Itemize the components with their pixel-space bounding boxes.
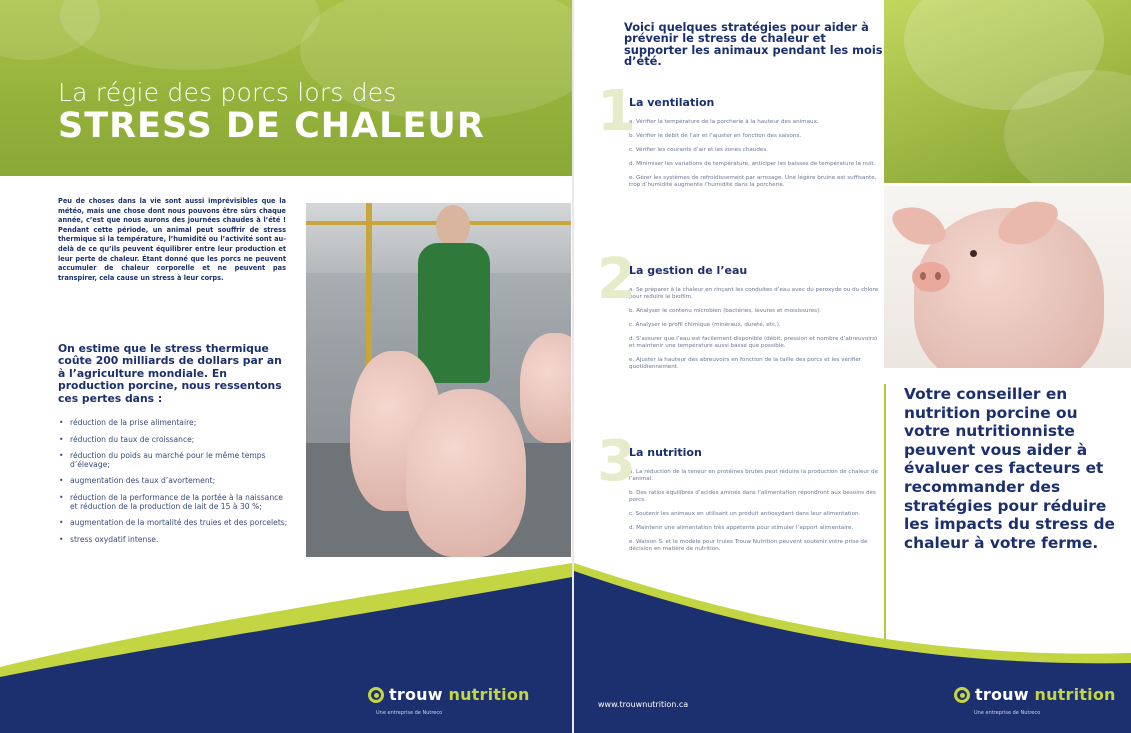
logo-mark-icon: [954, 687, 970, 703]
title-line1: La régie des porcs lors des: [58, 78, 397, 107]
brand-name-part2: nutrition: [1034, 685, 1116, 704]
list-item: d. S’assurer que l’eau est facilement disponible (débit, pression et nombre d’abreuvoirs) et maintenir une température aussi basse que possible.: [629, 336, 878, 349]
section-list: [629, 119, 879, 189]
hero-banner: [0, 0, 572, 176]
list-item: • réduction de la performance de la portée à la naissance et réduction de la production de lait de 15 à 30 %;: [58, 494, 290, 511]
brand-tagline: Une entreprise de Nutreco: [376, 710, 443, 716]
section-ventilation: [597, 79, 879, 196]
brand-logo: [954, 685, 1116, 704]
list-item: • augmentation des taux d’avortement;: [58, 477, 290, 486]
list-item: a. Se préparer à la chaleur en rinçant les conduites d’eau avec du peroxyde ou du chlore pour réduire le biofilm.: [629, 287, 879, 300]
brand-name-part2: nutrition: [448, 685, 530, 704]
list-item: c. Soutenir les animaux en utilisant un produit antioxydant dans leur alimentation.: [629, 511, 861, 517]
cost-highlight: On estime que le stress thermique coûte 200 milliards de dollars par an à l’agriculture mondiale. En production porcine, nous ressentons ces pertes dans :: [58, 342, 282, 405]
intro-paragraph: Peu de choses dans la vie sont aussi imprévisibles que la météo, mais une chose dont nous pouvons être sûrs chaque année, c’est que nous aurons des journées chaudes à l’été ! Pendant cette période, un animal peut souffrir de stress thermique si la température, l’humidité ou l’activité sont au-delà de ce qu’ils peuvent équilibrer entre leur production et leur perte de chaleur. Étant donné que les porcs ne peuvent accumuler de chaleur corporelle et ne peuvent pas transpirer, cela cause un stress à leur corps.: [58, 197, 286, 282]
section-title: La gestion de l’eau: [629, 264, 748, 277]
list-item: d. Minimiser les variations de température, anticiper les baisses de température la nuit.: [629, 161, 876, 167]
list-item: e. Ajuster la hauteur des abreuvoirs en fonction de la taille des porcs et les vérifier quotidiennement.: [629, 357, 862, 370]
list-item: c. Vérifier les courants d’air et les zones chaudes.: [629, 147, 769, 153]
list-item: d. Maintenir une alimentation très appétente pour stimuler l’apport alimentaire.: [629, 525, 854, 531]
pig-right: [520, 333, 571, 443]
list-item: b. Vérifier le débit de l’air et l’ajuster en fonction des saisons.: [629, 133, 802, 139]
footer-wave: [0, 563, 572, 733]
list-item: • réduction du poids au marché pour le même temps d’élevage;: [58, 452, 290, 469]
brand-logo: [368, 685, 530, 704]
section-number: 1: [597, 79, 636, 144]
section-number: 2: [597, 247, 636, 312]
logo-mark-icon: [368, 687, 384, 703]
list-item: • augmentation de la mortalité des truies et des porcelets;: [58, 519, 290, 528]
website-link[interactable]: www.trouwnutrition.ca: [598, 700, 689, 709]
pig-front: [406, 389, 526, 557]
list-item: e. Gérer les systèmes de refroidissement par arrosage. Une légère bruine est suffisante, trop d’humidité augmente l’humidité dans la porcherie.: [629, 175, 877, 188]
farmer-with-pigs-photo: [306, 203, 571, 557]
section-list: [629, 469, 879, 553]
advisor-callout: Votre conseiller en nutrition porcine ou votre nutritionniste peuvent vous aider à évaluer ces facteurs et recommander des stratégies pour réduire les impacts du stress de chaleur à votre ferme.: [904, 385, 1115, 552]
brand-tagline: Une entreprise de Nutreco: [974, 710, 1041, 716]
section-water: [597, 247, 879, 378]
page-right: [574, 0, 1131, 733]
title-line2: STRESS DE CHALEUR: [58, 106, 485, 146]
list-item: • réduction du taux de croissance;: [58, 436, 290, 445]
section-title: La ventilation: [629, 96, 715, 109]
section-nutrition: [597, 429, 879, 560]
losses-list: [58, 419, 290, 552]
list-item: • réduction de la prise alimentaire;: [58, 419, 290, 428]
brand-name-part1: trouw: [975, 685, 1029, 704]
list-item: a. La réduction de la teneur en protéines brutes peut réduire la production de chaleur de l’animal.: [629, 469, 879, 482]
list-item: c. Analyser le profil chimique (minéraux, dureté, etc.).: [629, 322, 781, 328]
pigs-top-photo: [884, 0, 1131, 183]
section-number: 3: [597, 429, 636, 494]
section-title: La nutrition: [629, 446, 702, 459]
list-item: b. Des ratios équilibrés d’acides aminés dans l’alimentation répondront aux besoins des porcs.: [629, 490, 876, 503]
brand-name-part1: trouw: [389, 685, 443, 704]
list-item: b. Analyser le contenu microbien (bactéries, levures et moisissures).: [629, 308, 822, 314]
strategies-heading: Voici quelques stratégies pour aider à prévenir le stress de chaleur et supporter les animaux pendant les mois d’été.: [624, 20, 883, 69]
section-list: [629, 287, 879, 371]
list-item: a. Vérifier la température de la porcherie à la hauteur des animaux.: [629, 119, 819, 125]
pig-portrait-photo: [884, 186, 1131, 368]
farmer-head: [436, 205, 470, 247]
list-item: e. Watson S. et le modèle pour truies Trouw Nutrition peuvent soutenir votre prise de décision en matière de nutrition.: [629, 539, 868, 552]
list-item: • stress oxydatif intense.: [58, 536, 290, 545]
farmer-figure: [418, 243, 490, 383]
